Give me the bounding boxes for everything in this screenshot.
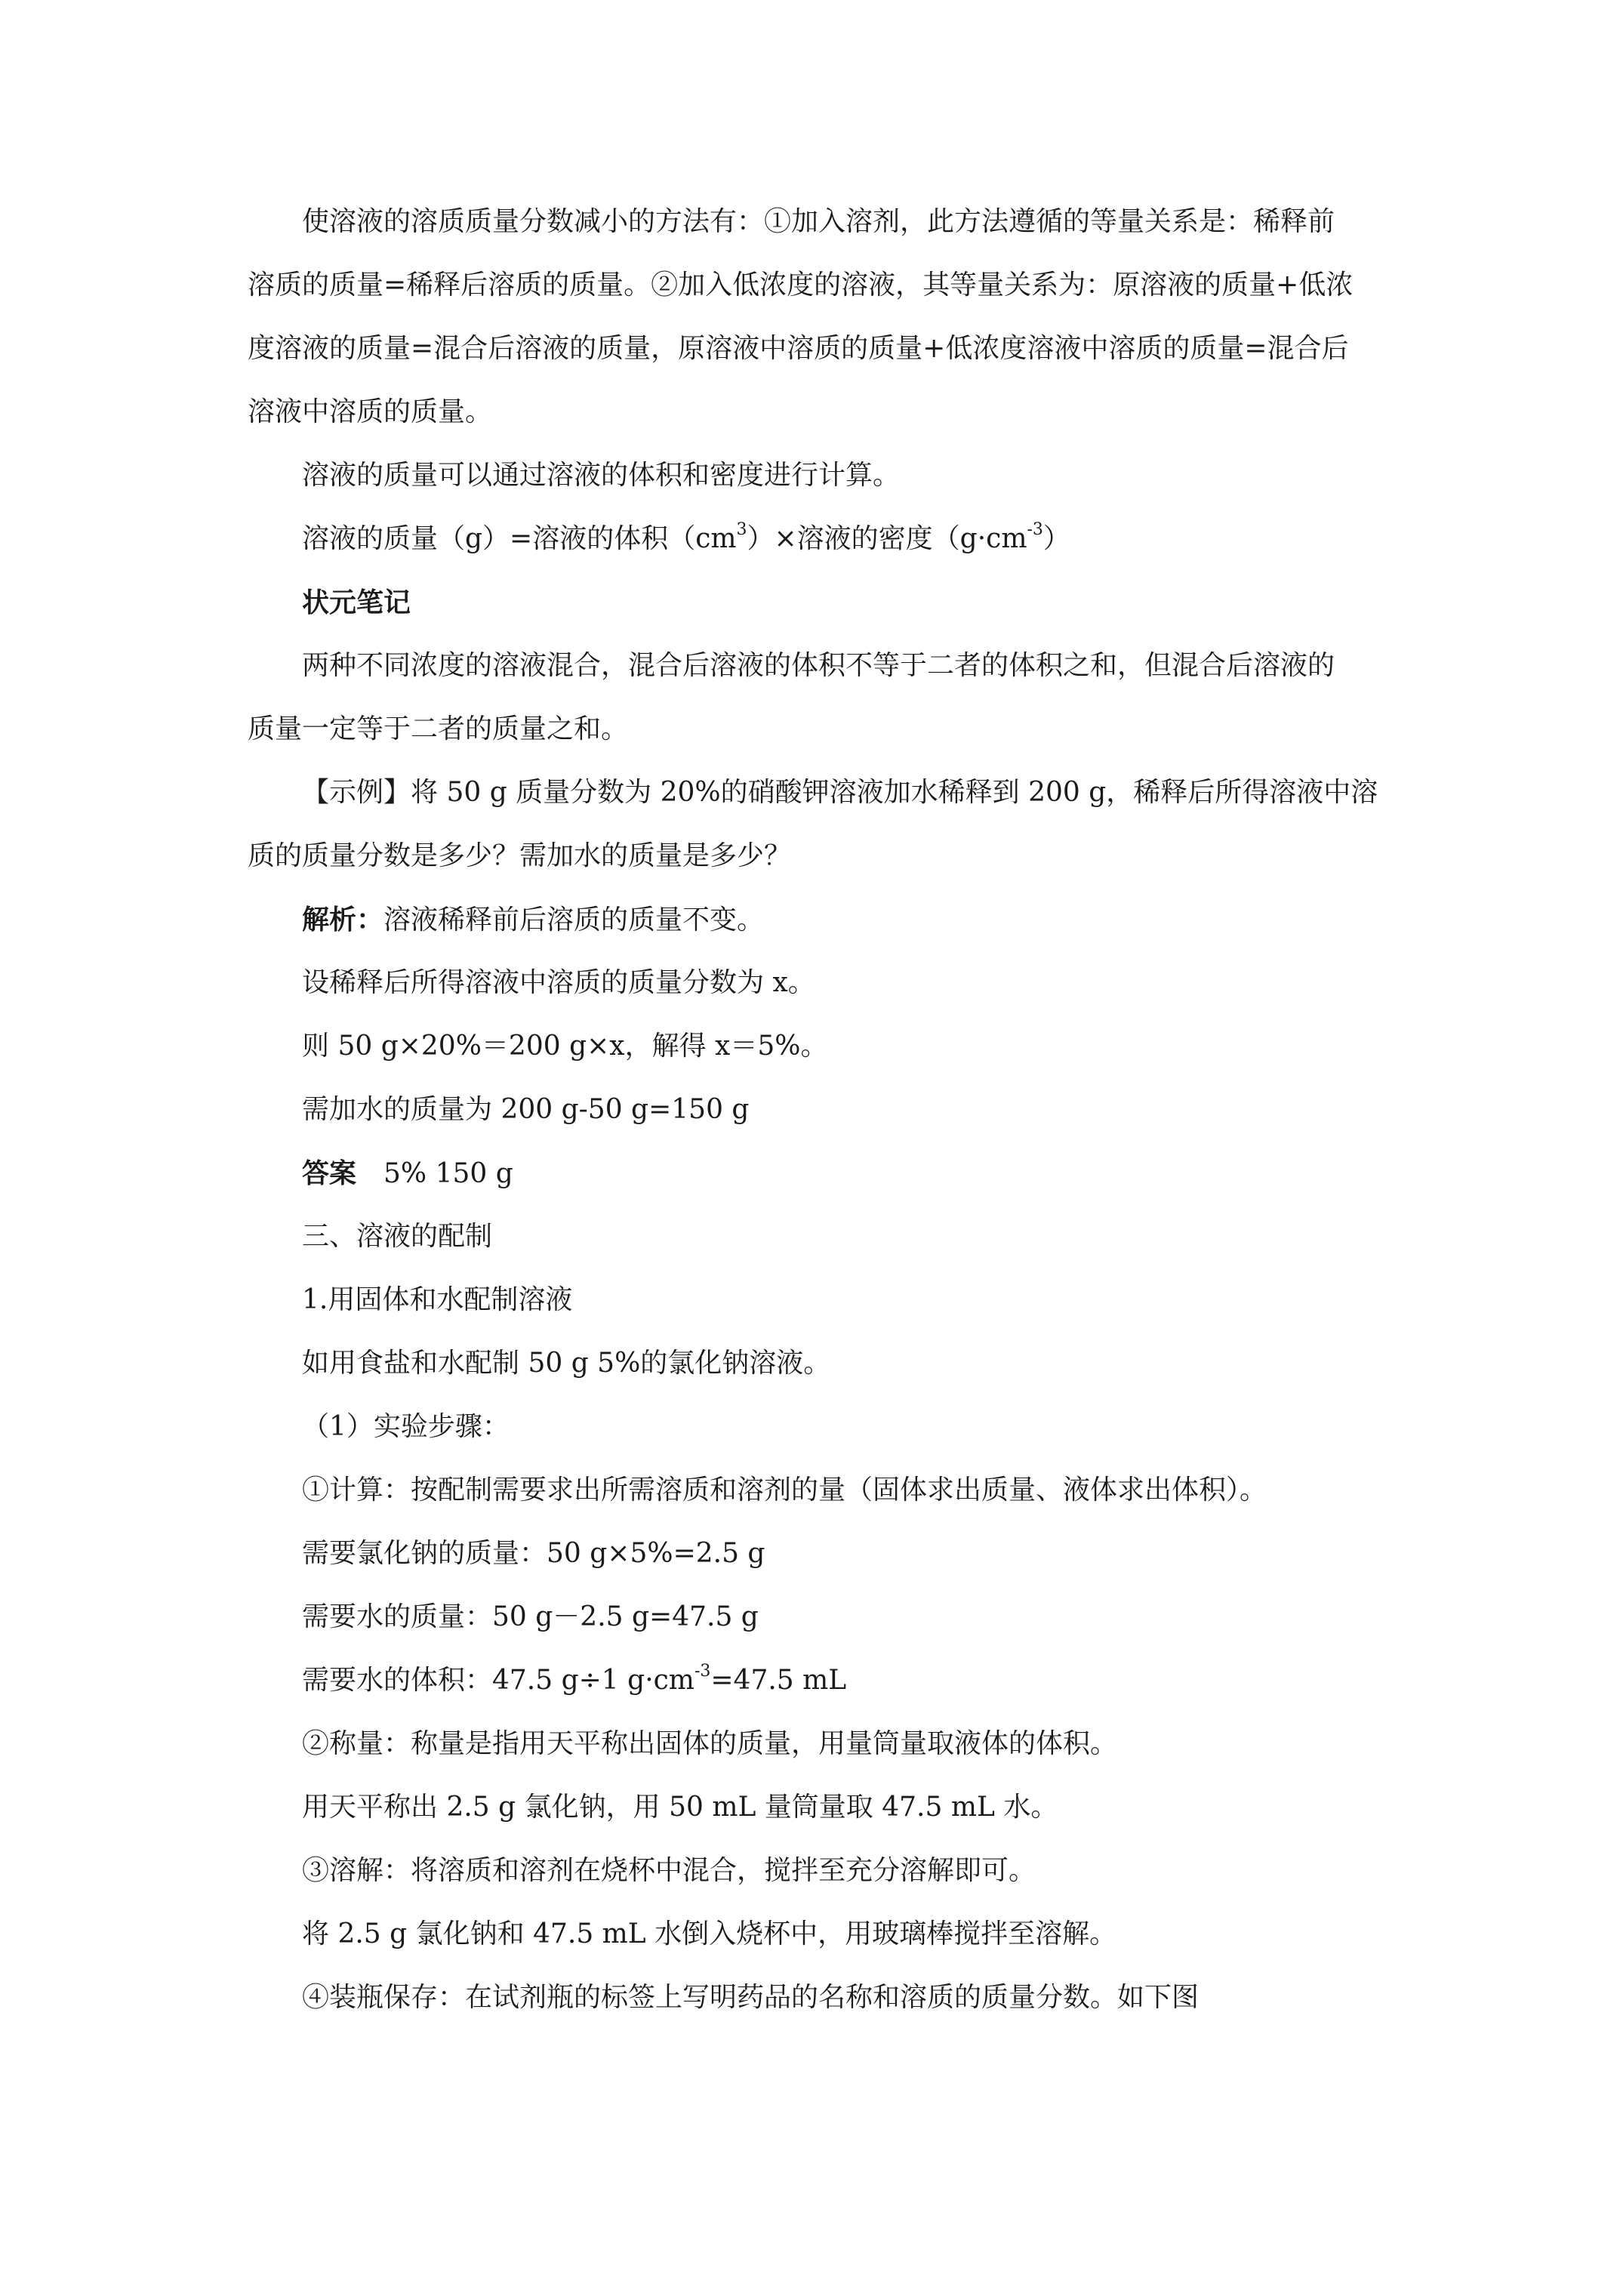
formula-mass <box>302 522 1070 556</box>
note-line-1: 两种不同浓度的溶液混合，混合后溶液的体积不等于二者的体积之和，但混合后溶液的 <box>302 650 1335 681</box>
analysis-line <box>302 903 764 937</box>
water-volume-sup: -3 <box>694 1662 711 1681</box>
water-mass-line: 需加水的质量为 200 g-50 g=150 g <box>302 1094 750 1125</box>
formula-sup-a: 3 <box>736 520 747 539</box>
formula-part-c: ） <box>1042 523 1070 554</box>
nacl-mass-line: 需要氯化钠的质量：50 g×5%=2.5 g <box>302 1538 765 1569</box>
paragraph-dilution-line-3: 度溶液的质量=混合后溶液的质量，原溶液中溶质的质量+低浓度溶液中溶质的质量=混合后 <box>248 333 1349 364</box>
subsection-heading: 1.用固体和水配制溶液 <box>302 1284 573 1315</box>
analysis-text: 溶液稀释前后溶质的质量不变。 <box>383 905 765 935</box>
set-x-line: 设稀释后所得溶液中溶质的质量分数为 x。 <box>302 967 815 998</box>
note-heading: 状元笔记 <box>302 587 411 618</box>
formula-part-a: 溶液的质量（g）=溶液的体积（cm <box>302 523 737 554</box>
answer-label: 答案 <box>302 1157 357 1189</box>
then-line: 则 50 g×20%＝200 g×x，解得 x＝5%。 <box>302 1031 828 1062</box>
water-need-mass-line: 需要水的质量：50 g－2.5 g=47.5 g <box>302 1601 759 1632</box>
example-line-1: 【示例】将 50 g 质量分数为 20%的硝酸钾溶液加水稀释到 200 g，稀释后所得溶液中溶 <box>302 777 1378 808</box>
step-2-weigh: ②称量：称量是指用天平称出固体的质量，用量筒量取液体的体积。 <box>302 1728 1118 1759</box>
answer-text: 5% 150 g <box>383 1158 513 1189</box>
answer-line <box>302 1157 513 1191</box>
water-volume-part-b: =47.5 mL <box>710 1665 847 1696</box>
steps-heading: （1）实验步骤： <box>302 1411 510 1442</box>
step-4-store: ④装瓶保存：在试剂瓶的标签上写明药品的名称和溶质的质量分数。如下图 <box>302 1982 1200 2013</box>
sample-line: 如用食盐和水配制 50 g 5%的氯化钠溶液。 <box>302 1348 831 1379</box>
paragraph-dilution-line-4: 溶液中溶质的质量。 <box>248 396 493 427</box>
analysis-label: 解析： <box>302 904 384 935</box>
paragraph-dilution-line-2: 溶质的质量=稀释后溶质的质量。②加入低浓度的溶液，其等量关系为：原溶液的质量+低浓 <box>248 270 1354 300</box>
paragraph-dilution-line-1: 使溶液的溶质质量分数减小的方法有：①加入溶剂，此方法遵循的等量关系是：稀释前 <box>302 206 1335 237</box>
step-3-detail: 将 2.5 g 氯化钠和 47.5 mL 水倒入烧杯中，用玻璃棒搅拌至溶解。 <box>302 1918 1117 1949</box>
formula-part-b: ）×溶液的密度（g·cm <box>747 523 1027 554</box>
formula-sup-b: -3 <box>1027 520 1043 539</box>
water-volume-part-a: 需要水的体积：47.5 g÷1 g·cm <box>302 1665 694 1696</box>
water-volume-line <box>302 1664 846 1697</box>
section-heading: 三、溶液的配制 <box>302 1221 493 1252</box>
step-1-calc: ①计算：按配制需要求出所需溶质和溶剂的量（固体求出质量、液体求出体积）。 <box>302 1475 1267 1505</box>
note-line-2: 质量一定等于二者的质量之和。 <box>248 713 629 744</box>
example-line-2: 质的质量分数是多少？需加水的质量是多少？ <box>248 840 792 871</box>
paragraph-mass-calc: 溶液的质量可以通过溶液的体积和密度进行计算。 <box>302 460 901 491</box>
step-3-dissolve: ③溶解：将溶质和溶剂在烧杯中混合，搅拌至充分溶解即可。 <box>302 1855 1036 1886</box>
step-2-detail: 用天平称出 2.5 g 氯化钠，用 50 mL 量筒量取 47.5 mL 水。 <box>302 1792 1058 1823</box>
